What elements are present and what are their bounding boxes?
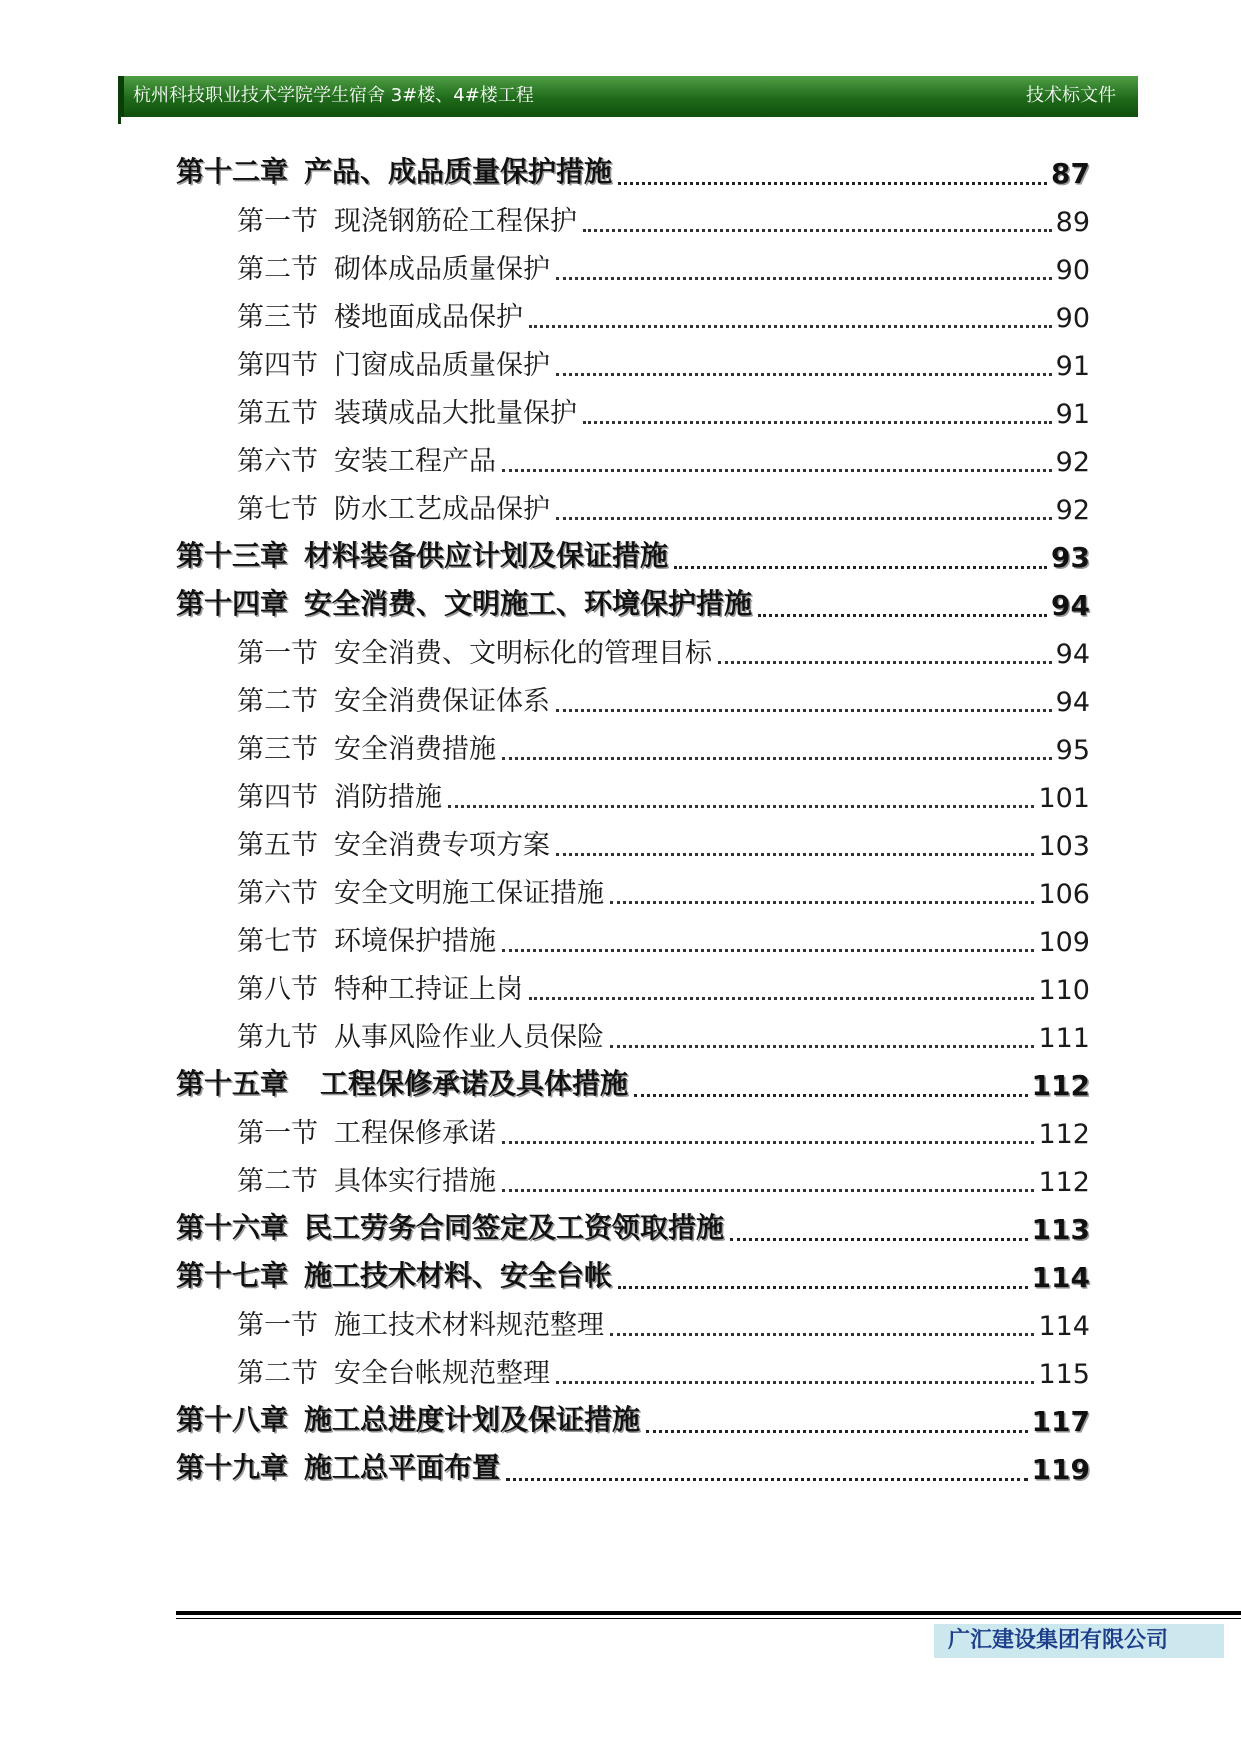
- toc-entry-title: 施工总平面布置: [304, 1451, 501, 1484]
- toc-entry-number: 第三节: [237, 302, 318, 333]
- toc-entry-label: [237, 631, 712, 676]
- toc-dot-leader: [610, 1333, 1034, 1336]
- toc-entry-number: 第一节: [237, 1118, 318, 1149]
- toc-chapter-entry[interactable]: [176, 1396, 1090, 1444]
- toc-page-number: 94: [1055, 639, 1090, 670]
- toc-section-entry[interactable]: [176, 388, 1090, 436]
- toc-entry-number: 第八节: [237, 974, 318, 1005]
- toc-entry-number: 第七节: [237, 926, 318, 957]
- toc-dot-leader: [448, 805, 1034, 808]
- toc-entry-title: 楼地面成品保护: [334, 302, 523, 333]
- toc-page-number: 119: [1031, 1453, 1090, 1486]
- toc-entry-label: [176, 534, 668, 580]
- toc-entry-title: 装璜成品大批量保护: [334, 398, 577, 429]
- footer-company-box: [934, 1624, 1224, 1658]
- toc-entry-label: [237, 679, 550, 724]
- toc-section-entry[interactable]: [176, 1108, 1090, 1156]
- toc-entry-title: 安全台帐规范整理: [334, 1358, 550, 1389]
- toc-entry-number: 第十三章: [176, 539, 289, 572]
- toc-page-number: 103: [1038, 831, 1090, 862]
- toc-entry-number: 第五节: [237, 398, 318, 429]
- toc-entry-title: 消防措施: [334, 782, 442, 813]
- toc-section-entry[interactable]: [176, 1156, 1090, 1204]
- toc-entry-number: 第一节: [237, 206, 318, 237]
- toc-section-entry[interactable]: [176, 868, 1090, 916]
- toc-dot-leader: [583, 421, 1052, 424]
- toc-entry-label: [237, 439, 496, 484]
- toc-entry-label: [237, 487, 550, 532]
- toc-page-number: 115: [1038, 1359, 1090, 1390]
- toc-dot-leader: [674, 566, 1047, 569]
- toc-entry-title: 施工技术材料、安全台帐: [304, 1259, 613, 1292]
- toc-entry-title: 施工总进度计划及保证措施: [304, 1403, 641, 1436]
- toc-section-entry[interactable]: [176, 964, 1090, 1012]
- toc-section-entry[interactable]: [176, 292, 1090, 340]
- toc-entry-label: [237, 247, 550, 292]
- toc-entry-number: 第九节: [237, 1022, 318, 1053]
- toc-page-number: 110: [1038, 975, 1090, 1006]
- toc-entry-label: [237, 823, 550, 868]
- toc-entry-label: [237, 1351, 550, 1396]
- toc-page-number: 94: [1051, 589, 1090, 622]
- toc-entry-title: 安全消费、文明施工、环境保护措施: [304, 587, 753, 620]
- toc-page-number: 111: [1038, 1023, 1090, 1054]
- toc-page-number: 106: [1038, 879, 1090, 910]
- toc-page-number: 114: [1031, 1261, 1090, 1294]
- toc-entry-label: [237, 775, 442, 820]
- toc-page-number: 113: [1031, 1213, 1090, 1246]
- toc-chapter-entry[interactable]: [176, 1444, 1090, 1492]
- toc-page-number: 91: [1055, 399, 1090, 430]
- toc-dot-leader: [646, 1430, 1028, 1433]
- toc-entry-title: 防水工艺成品保护: [334, 494, 550, 525]
- toc-section-entry[interactable]: [176, 244, 1090, 292]
- toc-entry-label: [176, 1446, 500, 1492]
- toc-entry-label: [176, 1206, 724, 1252]
- toc-entry-label: [176, 1398, 640, 1444]
- toc-entry-label: [237, 343, 550, 388]
- toc-entry-title: 施工技术材料规范整理: [334, 1310, 604, 1341]
- toc-section-entry[interactable]: [176, 436, 1090, 484]
- toc-section-entry[interactable]: [176, 676, 1090, 724]
- toc-entry-title: 从事风险作业人员保险: [334, 1022, 604, 1053]
- toc-chapter-entry[interactable]: [176, 1204, 1090, 1252]
- toc-entry-label: [176, 150, 612, 196]
- toc-page-number: 92: [1055, 495, 1090, 526]
- toc-entry-title: 安全消费专项方案: [334, 830, 550, 861]
- toc-entry-title: 环境保护措施: [334, 926, 496, 957]
- toc-section-entry[interactable]: [176, 724, 1090, 772]
- toc-entry-title: 民工劳务合同签定及工资领取措施: [304, 1211, 725, 1244]
- toc-dot-leader: [556, 373, 1052, 376]
- toc-section-entry[interactable]: [176, 916, 1090, 964]
- toc-entry-title: 砌体成品质量保护: [334, 254, 550, 285]
- toc-entry-label: [237, 871, 604, 916]
- toc-page-number: 109: [1038, 927, 1090, 958]
- toc-section-entry[interactable]: [176, 340, 1090, 388]
- toc-dot-leader: [634, 1094, 1028, 1097]
- toc-dot-leader: [556, 277, 1052, 280]
- toc-entry-title: 门窗成品质量保护: [334, 350, 550, 381]
- toc-section-entry[interactable]: [176, 1300, 1090, 1348]
- toc-entry-number: 第十二章: [176, 155, 289, 188]
- toc-entry-number: 第六节: [237, 878, 318, 909]
- toc-dot-leader: [618, 182, 1047, 185]
- project-title: 杭州科技职业技术学院学生宿舍 3#楼、4#楼工程: [133, 85, 534, 106]
- toc-section-entry[interactable]: [176, 628, 1090, 676]
- footer-rule: [176, 1611, 1241, 1615]
- toc-dot-leader: [583, 229, 1052, 232]
- toc-chapter-entry[interactable]: [176, 1252, 1090, 1300]
- toc-entry-label: [237, 967, 523, 1012]
- toc-chapter-entry[interactable]: [176, 580, 1090, 628]
- toc-dot-leader: [730, 1238, 1028, 1241]
- toc-page-number: 117: [1031, 1405, 1090, 1438]
- toc-entry-number: 第十七章: [176, 1259, 289, 1292]
- toc-entry-label: [237, 1015, 604, 1060]
- footer-rule-thin: [176, 1618, 1241, 1619]
- toc-entry-title: 材料装备供应计划及保证措施: [304, 539, 669, 572]
- toc-dot-leader: [758, 614, 1047, 617]
- toc-dot-leader: [502, 757, 1052, 760]
- toc-dot-leader: [502, 469, 1052, 472]
- toc-page-number: 93: [1051, 541, 1090, 574]
- toc-entry-label: [176, 582, 752, 628]
- toc-dot-leader: [556, 853, 1034, 856]
- toc-entry-label: [237, 391, 577, 436]
- table-of-contents: [176, 148, 1090, 1492]
- toc-dot-leader: [502, 949, 1034, 952]
- toc-page-number: 95: [1055, 735, 1090, 766]
- toc-entry-number: 第十五章: [176, 1067, 289, 1100]
- toc-entry-number: 第二节: [237, 1166, 318, 1197]
- toc-entry-label: [237, 1111, 496, 1156]
- toc-entry-label: [237, 295, 523, 340]
- toc-page-number: 92: [1055, 447, 1090, 478]
- toc-entry-number: 第三节: [237, 734, 318, 765]
- toc-page-number: 94: [1055, 687, 1090, 718]
- toc-entry-number: 第十八章: [176, 1403, 289, 1436]
- toc-entry-number: 第二节: [237, 1358, 318, 1389]
- toc-dot-leader: [506, 1478, 1028, 1481]
- toc-entry-number: 第十六章: [176, 1211, 289, 1244]
- toc-entry-title: 工程保修承诺及具体措施: [320, 1067, 629, 1100]
- toc-section-entry[interactable]: [176, 484, 1090, 532]
- toc-entry-label: [176, 1254, 612, 1300]
- toc-entry-title: 现浇钢筋砼工程保护: [334, 206, 577, 237]
- toc-entry-number: 第七节: [237, 494, 318, 525]
- toc-entry-title: 安装工程产品: [334, 446, 496, 477]
- toc-entry-number: 第二节: [237, 686, 318, 717]
- toc-entry-number: 第一节: [237, 638, 318, 669]
- toc-page-number: 112: [1038, 1119, 1090, 1150]
- toc-dot-leader: [610, 1045, 1034, 1048]
- toc-page-number: 91: [1055, 351, 1090, 382]
- toc-entry-number: 第十九章: [176, 1451, 289, 1484]
- toc-page-number: 90: [1055, 255, 1090, 286]
- toc-entry-title: 安全消费措施: [334, 734, 496, 765]
- toc-page-number: 90: [1055, 303, 1090, 334]
- toc-section-entry[interactable]: [176, 820, 1090, 868]
- toc-entry-number: 第四节: [237, 350, 318, 381]
- toc-dot-leader: [610, 901, 1034, 904]
- toc-entry-number: 第六节: [237, 446, 318, 477]
- toc-section-entry[interactable]: [176, 772, 1090, 820]
- toc-page-number: 87: [1051, 157, 1090, 190]
- toc-entry-title: 安全消费、文明标化的管理目标: [334, 638, 712, 669]
- toc-dot-leader: [556, 1381, 1034, 1384]
- toc-entry-number: 第四节: [237, 782, 318, 813]
- toc-entry-label: [176, 1062, 628, 1108]
- toc-page-number: 112: [1031, 1069, 1090, 1102]
- toc-dot-leader: [529, 325, 1052, 328]
- toc-section-entry[interactable]: [176, 196, 1090, 244]
- toc-page-number: 112: [1038, 1167, 1090, 1198]
- toc-entry-label: [237, 199, 577, 244]
- toc-entry-label: [237, 919, 496, 964]
- toc-entry-title: 工程保修承诺: [334, 1118, 496, 1149]
- toc-page-number: 114: [1038, 1311, 1090, 1342]
- toc-entry-number: 第一节: [237, 1310, 318, 1341]
- toc-entry-title: 安全文明施工保证措施: [334, 878, 604, 909]
- toc-dot-leader: [618, 1286, 1028, 1289]
- toc-entry-title: 安全消费保证体系: [334, 686, 550, 717]
- toc-entry-title: 产品、成品质量保护措施: [304, 155, 613, 188]
- toc-dot-leader: [502, 1141, 1034, 1144]
- toc-chapter-entry[interactable]: [176, 532, 1090, 580]
- toc-entry-number: 第二节: [237, 254, 318, 285]
- toc-section-entry[interactable]: [176, 1348, 1090, 1396]
- toc-dot-leader: [502, 1189, 1034, 1192]
- toc-section-entry[interactable]: [176, 1012, 1090, 1060]
- toc-chapter-entry[interactable]: [176, 1060, 1090, 1108]
- toc-entry-title: 具体实行措施: [334, 1166, 496, 1197]
- toc-dot-leader: [529, 997, 1034, 1000]
- page-header: [120, 76, 1138, 117]
- toc-entry-label: [237, 1303, 604, 1348]
- toc-dot-leader: [556, 709, 1052, 712]
- toc-dot-leader: [556, 517, 1052, 520]
- toc-dot-leader: [718, 661, 1052, 664]
- toc-entry-label: [237, 1159, 496, 1204]
- company-name: 广汇建设集团有限公司: [948, 1628, 1169, 1653]
- toc-entry-label: [237, 727, 496, 772]
- toc-entry-number: 第五节: [237, 830, 318, 861]
- toc-page-number: 89: [1055, 207, 1090, 238]
- toc-chapter-entry[interactable]: [176, 148, 1090, 196]
- toc-page-number: 101: [1038, 783, 1090, 814]
- toc-entry-number: 第十四章: [176, 587, 289, 620]
- toc-entry-title: 特种工持证上岗: [334, 974, 523, 1005]
- document-type-label: 技术标文件: [1026, 85, 1116, 106]
